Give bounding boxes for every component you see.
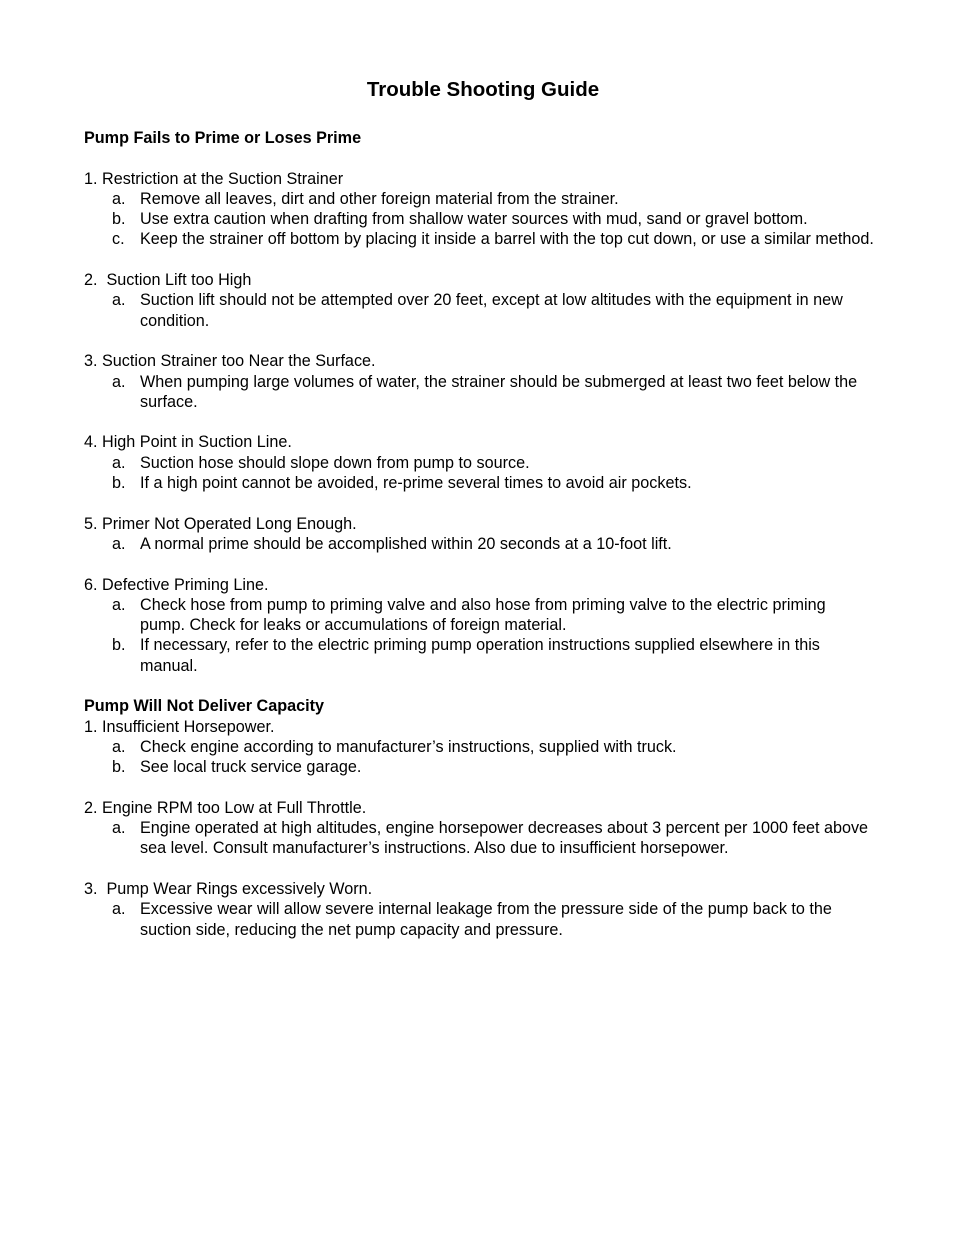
sub-item-text: When pumping large volumes of water, the strainer should be submerged at least two feet below the surface. [140,372,858,411]
problem-item [84,169,874,250]
sub-item-letter: a. [112,372,126,391]
problem-title: 3. Pump Wear Rings excessively Worn. [84,879,373,898]
sub-item-letter: a. [112,900,126,919]
problem-item [84,514,874,555]
problem-title: 1. Insufficient Horsepower. [84,717,275,736]
problem-title: 2. Engine RPM too Low at Full Throttle. [84,798,367,817]
sub-item-letter: a. [112,453,126,472]
spacer [84,778,874,798]
sub-item-letter: c. [112,230,125,249]
sub-item [84,757,874,777]
spacer [84,331,874,351]
problem-title: 1. Restriction at the Suction Strainer [84,169,344,188]
spacer [84,250,874,270]
sub-item-text: Check hose from pump to priming valve and also hose from priming valve to the electric priming pump. Check for leaks or accumulations of foreign material. [140,595,826,635]
sub-item-text: Suction lift should not be attempted over 20 feet, except at low altitudes with the equipment in new condition. [140,291,843,330]
sub-item [84,899,874,940]
problem-item [84,798,874,859]
sub-item-letter: a. [112,737,126,756]
sub-item [84,737,874,757]
problem-item [84,351,874,412]
sub-item [84,290,874,331]
problem-title: 3. Suction Strainer too Near the Surface. [84,352,376,371]
sub-item-letter: a. [112,534,126,553]
problem-item [84,575,874,676]
sub-item-letter: a. [112,819,126,838]
sub-item-text: See local truck service garage. [140,758,362,777]
problem-item [84,270,874,331]
sub-item-text: Keep the strainer off bottom by placing it inside a barrel with the top cut down, or use a similar method. [140,230,874,249]
spacer [84,412,874,432]
sub-item-text: A normal prime should be accomplished within 20 seconds at a 10-foot lift. [140,534,672,553]
document-page [84,76,874,940]
sub-item [84,818,874,859]
sub-item [84,372,874,413]
sub-item-text: Excessive wear will allow severe internal leakage from the pressure side of the pump back to the suction side, reducing the net pump capacity and pressure. [140,900,832,939]
spacer [84,554,874,574]
sub-item [84,209,874,229]
problem-title: 4. High Point in Suction Line. [84,433,292,452]
spacer [84,859,874,879]
sub-item-letter: b. [112,210,126,229]
sub-item-text: Use extra caution when drafting from shallow water sources with mud, sand or gravel bottom. [140,210,808,229]
spacer [84,676,874,696]
sub-item [84,534,874,554]
sub-item-letter: b. [112,758,126,777]
sub-item-text: If necessary, refer to the electric priming pump operation instructions supplied elsewhere in this manual. [140,636,820,675]
sub-item-letter: b. [112,636,126,655]
sub-item [84,595,874,636]
problem-title: 6. Defective Priming Line. [84,575,269,594]
sub-item-text: Engine operated at high altitudes, engine horsepower decreases about 3 percent per 1000 feet above sea level. Consult manufacturer’s instructions. Also due to insufficient horsepower. [140,819,869,858]
sub-item-text: Check engine according to manufacturer’s instructions, supplied with truck. [140,737,677,756]
sub-item [84,229,874,249]
problem-item [84,879,874,940]
sub-item [84,453,874,473]
sub-item-text: Suction hose should slope down from pump to source. [140,453,530,472]
spacer [84,148,874,168]
spacer [84,493,874,513]
sub-item-text: If a high point cannot be avoided, re-prime several times to avoid air pockets. [140,474,692,493]
sub-item [84,189,874,209]
sub-item-letter: b. [112,474,126,493]
sub-item-letter: a. [112,291,126,310]
sub-item [84,635,874,676]
sub-item-letter: a. [112,595,126,614]
section-pump-fails-to-prime [84,128,874,696]
sub-item-letter: a. [112,189,126,208]
section-pump-will-not-deliver-capacity [84,696,874,940]
problem-item [84,432,874,493]
problem-title: 5. Primer Not Operated Long Enough. [84,514,357,533]
problem-title: 2. Suction Lift too High [84,271,252,290]
section-heading: Pump Will Not Deliver Capacity [84,697,325,716]
page-title: Trouble Shooting Guide [366,78,600,101]
section-heading: Pump Fails to Prime or Loses Prime [84,129,362,147]
problem-item [84,717,874,778]
sub-item [84,473,874,493]
sub-item-text: Remove all leaves, dirt and other foreign material from the strainer. [140,189,619,208]
